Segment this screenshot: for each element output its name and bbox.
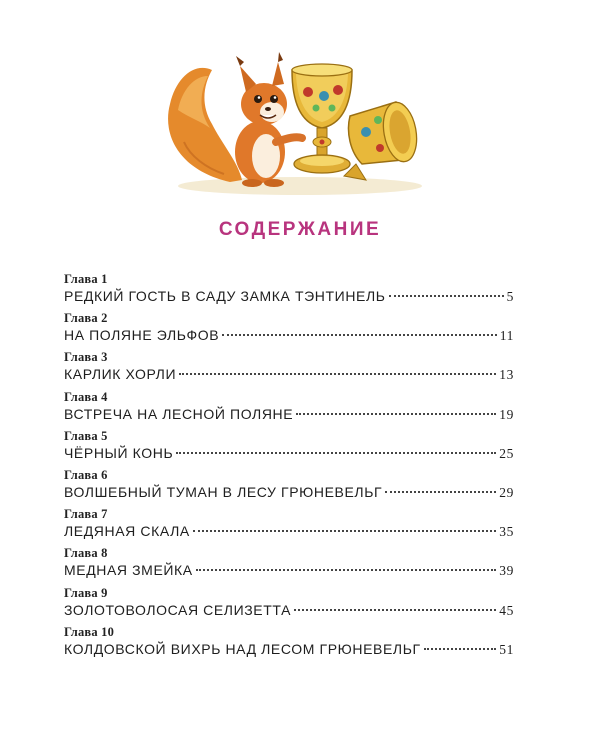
dot-leader [193, 530, 496, 532]
toc-entry [64, 311, 514, 350]
chapter-title: ЧЁРНЫЙ КОНЬ [64, 444, 174, 461]
toc-entry [64, 586, 514, 625]
dot-leader [176, 452, 496, 454]
page-number: 19 [499, 406, 514, 422]
chapter-label [64, 625, 514, 640]
chapter-title: ВОЛШЕБНЫЙ ТУМАН В ЛЕСУ ГРЮНЕВЕЛЬГ [64, 483, 383, 500]
chapter-word: Глава [64, 389, 98, 404]
chapter-title: ЛЕДЯНАЯ СКАЛА [64, 523, 190, 540]
toc-entry-line [64, 522, 514, 541]
chapter-word: Глава [64, 546, 98, 561]
toc-entry-line [64, 287, 514, 306]
chapter-number: 4 [101, 389, 108, 404]
toc-entry-line [64, 365, 514, 384]
page-number: 13 [499, 367, 514, 383]
chapter-word: Глава [64, 272, 98, 286]
dot-leader [196, 569, 497, 571]
toc-entry [64, 272, 514, 311]
page-number: 51 [499, 641, 514, 657]
dot-leader [424, 648, 497, 650]
chapter-number: 2 [101, 311, 108, 326]
toc-entry [64, 429, 514, 468]
chapter-title: ЗОЛОТОВОЛОСАЯ СЕЛИЗЕТТА [64, 601, 292, 618]
chapter-word: Глава [64, 311, 98, 326]
dot-leader [296, 413, 496, 415]
chapter-label [64, 468, 514, 483]
chapter-title: НА ПОЛЯНЕ ЭЛЬФОВ [64, 327, 220, 344]
chapter-word: Глава [64, 467, 98, 482]
dot-leader [179, 373, 496, 375]
toc-entry [64, 468, 514, 507]
dot-leader [294, 609, 496, 611]
chapter-title: КАРЛИК ХОРЛИ [64, 366, 177, 383]
chapter-number: 6 [101, 467, 108, 482]
chapter-word: Глава [64, 428, 98, 443]
chapter-label [64, 311, 514, 326]
dot-leader [385, 491, 496, 493]
toc-entry [64, 625, 514, 664]
chapter-number: 10 [101, 624, 115, 639]
toc-entry-line [64, 561, 514, 580]
page-number: 5 [506, 289, 514, 304]
chapter-title: КОЛДОВСКОЙ ВИХРЬ НАД ЛЕСОМ ГРЮНЕВЕЛЬГ [64, 640, 421, 657]
chapter-number: 7 [101, 507, 108, 522]
chapter-title: РЕДКИЙ ГОСТЬ В САДУ ЗАМКА ТЭНТИНЕЛЬ [64, 288, 386, 304]
chapter-word: Глава [64, 585, 98, 600]
chapter-number: 9 [101, 585, 108, 600]
page-number: 11 [499, 328, 514, 344]
toc-entry [64, 350, 514, 389]
chapter-label [64, 586, 514, 601]
page-number: 25 [499, 445, 514, 461]
toc-entry [64, 390, 514, 429]
chapter-word: Глава [64, 507, 98, 522]
chapter-number: 1 [101, 272, 108, 286]
toc-entry-line [64, 444, 514, 463]
chapter-number: 3 [101, 350, 108, 365]
toc-entry [64, 546, 514, 585]
page-number: 45 [499, 602, 514, 618]
chapter-label [64, 390, 514, 405]
squirrel-goblets-illustration [160, 52, 440, 197]
chapter-label [64, 507, 514, 522]
chapter-number: 8 [101, 546, 108, 561]
dot-leader [389, 295, 504, 297]
chapter-word: Глава [64, 624, 98, 639]
page-number: 29 [499, 484, 514, 500]
chapter-word: Глава [64, 350, 98, 365]
toc-entry-line [64, 483, 514, 502]
chapter-title: МЕДНАЯ ЗМЕЙКА [64, 562, 193, 579]
dot-leader [222, 334, 497, 336]
page-number: 39 [499, 563, 514, 579]
page-title: СОДЕРЖАНИЕ [218, 219, 382, 240]
chapter-label [64, 429, 514, 444]
toc-entry [64, 507, 514, 546]
toc-entry-line [64, 640, 514, 659]
chapter-number: 5 [101, 428, 108, 443]
chapter-label [64, 546, 514, 561]
chapter-title: ВСТРЕЧА НА ЛЕСНОЙ ПОЛЯНЕ [64, 405, 294, 422]
page-number: 35 [499, 524, 514, 540]
chapter-label [64, 350, 514, 365]
toc-entry-line [64, 405, 514, 424]
toc-entry-line [64, 601, 514, 620]
toc-entry-line [64, 326, 514, 345]
table-of-contents [64, 272, 514, 664]
chapter-label [64, 272, 514, 287]
